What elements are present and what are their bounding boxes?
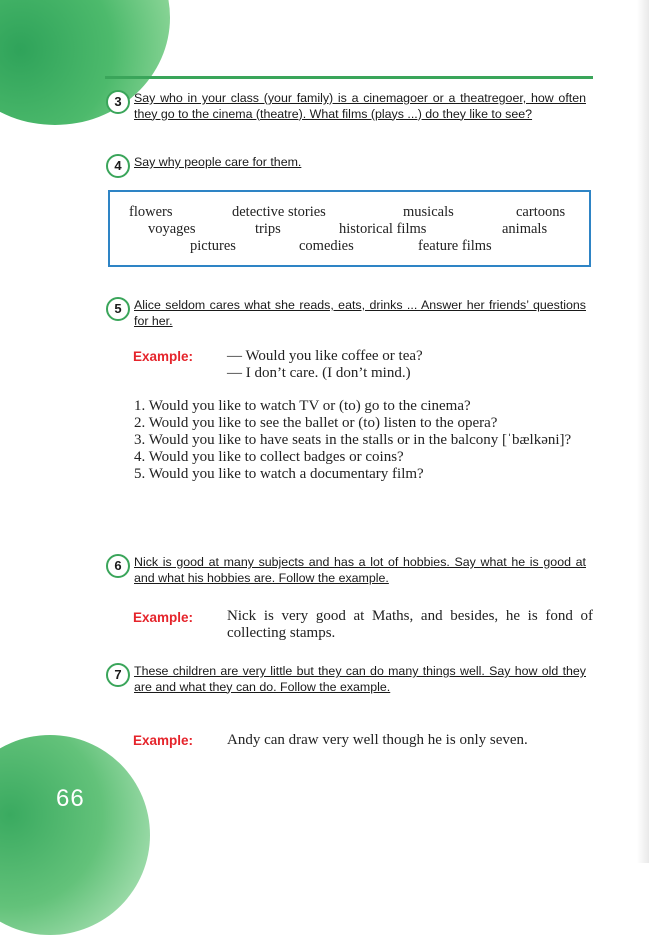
- list-item: 5. Would you like to watch a documentary film?: [134, 466, 424, 482]
- example-text: Nick is very good at Maths, and besides, he is fond of collecting stamps.: [227, 608, 593, 641]
- word-item: animals: [502, 221, 548, 237]
- word-item: comedies: [299, 238, 354, 254]
- task-instruction: Say who in your class (your family) is a cinemagoer or a theatregoer, how often they go to the cinema (theatre). What films (plays ...) do they like to see?: [134, 91, 586, 121]
- corner-decoration-bottom: [0, 735, 150, 935]
- list-item: 4. Would you like to collect badges or coins?: [134, 449, 404, 465]
- task-number-badge: 5: [106, 297, 130, 321]
- task-instruction: Nick is good at many subjects and has a lot of hobbies. Say what he is good at and what his hobbies are. Follow the example.: [134, 555, 586, 585]
- word-item: pictures: [190, 238, 236, 254]
- page-number: 66: [56, 785, 85, 812]
- task-number-badge: 3: [106, 90, 130, 114]
- word-item: musicals: [403, 204, 454, 220]
- task-number-badge: 7: [106, 663, 130, 687]
- example-label: Example:: [133, 610, 194, 625]
- task-instruction: These children are very little but they can do many things well. Say how old they are and what they can do. Follow the example.: [134, 664, 586, 694]
- section-rule: [105, 76, 593, 79]
- task-instruction: Alice seldom cares what she reads, eats, drinks ... Answer her friends’ questions for her.: [134, 298, 586, 328]
- page-edge-shadow: [637, 0, 649, 863]
- word-item: feature films: [418, 238, 492, 254]
- list-item: 1. Would you like to watch TV or (to) go to the cinema?: [134, 398, 471, 414]
- task-number-badge: 6: [106, 554, 130, 578]
- word-item: trips: [255, 221, 281, 237]
- list-item: 2. Would you like to see the ballet or (to) listen to the opera?: [134, 415, 498, 431]
- example-label: Example:: [133, 733, 194, 748]
- example-label: Example:: [133, 349, 194, 364]
- example-line: — Would you like coffee or tea?: [227, 348, 423, 364]
- word-item: historical films: [339, 221, 427, 237]
- word-item: voyages: [148, 221, 196, 237]
- example-text: Andy can draw very well though he is only seven.: [227, 732, 528, 748]
- word-item: flowers: [129, 204, 173, 220]
- word-item: cartoons: [516, 204, 566, 220]
- task-number-badge: 4: [106, 154, 130, 178]
- task-instruction: Say why people care for them.: [134, 155, 302, 169]
- word-box: [108, 190, 591, 267]
- question-list: [134, 398, 594, 483]
- example-line: — I don’t care. (I don’t mind.): [227, 365, 411, 381]
- list-item: 3. Would you like to have seats in the stalls or in the balcony [ˈbælkəni]?: [134, 432, 572, 448]
- word-item: detective stories: [232, 204, 326, 220]
